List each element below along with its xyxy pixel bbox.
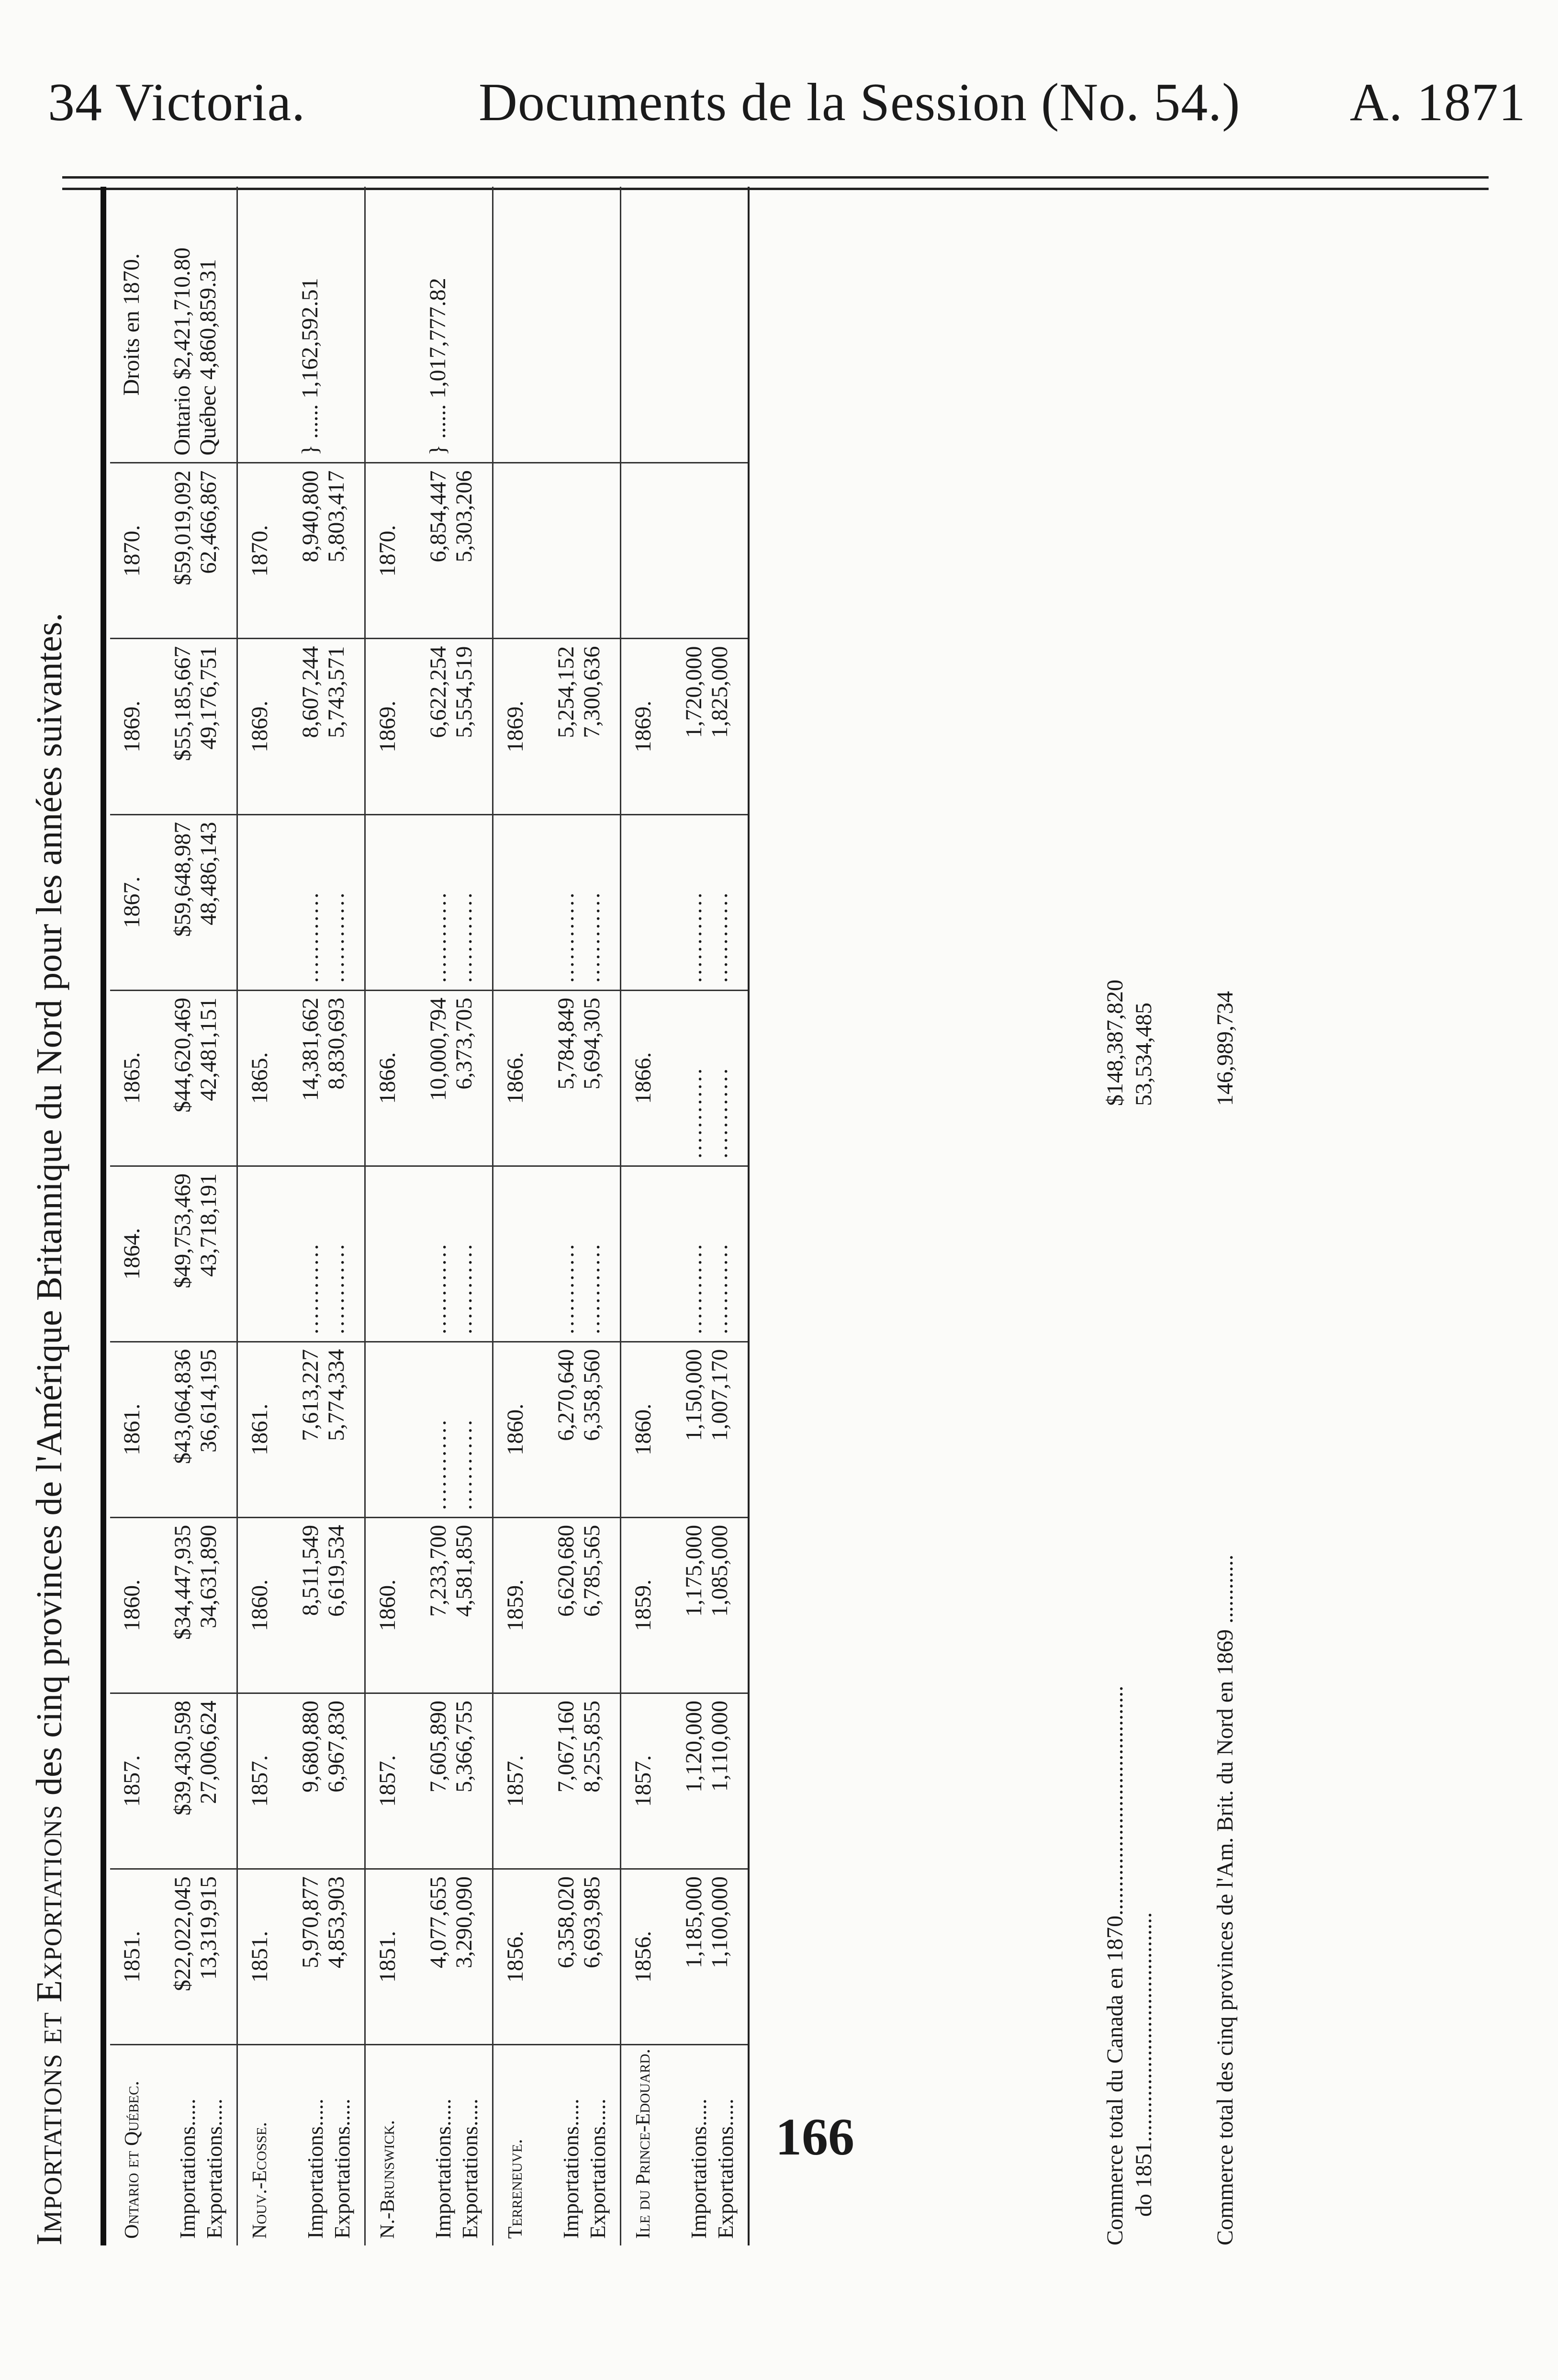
exports-value: 8,255,855 [579, 1700, 605, 1793]
province-label-cell [493, 2045, 621, 2246]
year-heading: 1869. [247, 700, 272, 753]
row-label: Exportations..... [713, 2098, 738, 2239]
year-heading [247, 1173, 273, 1334]
exports-value: ............ [324, 891, 349, 983]
value-cell [365, 1342, 493, 1517]
duty-value: Québec 4,860,859.31 [195, 259, 221, 456]
imports-value: 9,680,880 [298, 1700, 323, 1793]
imports-value: ............ [681, 1242, 706, 1334]
year-heading: 1867. [119, 876, 145, 928]
province-label-cell [237, 2045, 365, 2246]
year-heading: 1869. [503, 700, 528, 753]
province-section [493, 187, 621, 2245]
year-heading: 1861. [247, 1403, 272, 1455]
province-name: Nouv.-Ecosse. [249, 2121, 271, 2239]
imports-value: 1,150,000 [681, 1349, 706, 1441]
value-cell [493, 1166, 621, 1342]
year-heading: 1861. [119, 1403, 145, 1455]
duty-spacer [502, 193, 528, 455]
value-cell [493, 1869, 621, 2044]
exports-value: 1,825,000 [707, 646, 732, 738]
imports-value: 8,940,800 [298, 470, 323, 563]
value-cell [365, 990, 493, 1166]
exports-value: 6,373,705 [451, 997, 477, 1090]
total-label: Commerce total du Canada en 1870........................................ [1102, 1685, 1128, 2245]
province-name: Terreneuve. [504, 2139, 527, 2239]
row-label: Importations..... [686, 2098, 711, 2239]
imports-value: 6,622,254 [426, 646, 451, 738]
province-section [621, 187, 749, 2245]
imports-value: $34,447,935 [170, 1524, 195, 1640]
year-heading [630, 470, 656, 631]
exports-value: 8,830,693 [324, 997, 349, 1090]
total-value: $148,387,820 [1102, 980, 1128, 1106]
exports-value: ............ [707, 1066, 732, 1159]
imports-value: $49,753,469 [170, 1173, 195, 1288]
total-row [1211, 187, 1240, 2245]
value-cell [493, 1693, 621, 1869]
exports-value: 13,319,915 [196, 1876, 221, 1980]
duty-spacer [247, 193, 272, 455]
total-label: Commerce total des cinq provinces de l'Am. Brit. du Nord en 1869 ............ [1212, 1554, 1238, 2245]
exports-value: 5,366,755 [451, 1700, 477, 1793]
value-cell [365, 814, 493, 990]
year-heading: 1857. [503, 1755, 528, 1807]
exports-value: 1,007,170 [707, 1349, 732, 1441]
total-label: do 1851........................................ [1131, 1912, 1156, 2217]
exports-value: 34,631,890 [196, 1524, 221, 1628]
year-heading: 1857. [375, 1755, 400, 1807]
year-heading: 1869. [375, 700, 400, 753]
imports-value: ............ [553, 1242, 579, 1334]
imports-value: 5,784,849 [553, 997, 579, 1090]
exports-value: 3,290,090 [451, 1876, 477, 1968]
row-label: Importations..... [559, 2098, 583, 2239]
value-cell [110, 639, 237, 814]
year-heading [630, 1173, 656, 1334]
value-cell [110, 463, 237, 639]
exports-value: 5,554,519 [451, 646, 477, 738]
year-heading [630, 822, 656, 983]
exports-value: 4,853,903 [324, 1876, 349, 1968]
year-heading: 1851. [375, 1930, 400, 1983]
imports-value: 1,175,000 [681, 1524, 706, 1617]
value-cell [237, 639, 365, 814]
duty-spacer [630, 193, 656, 455]
province-section [365, 187, 493, 2245]
value-cell [110, 1517, 237, 1693]
total-value: 53,534,485 [1131, 1003, 1156, 1106]
year-heading [502, 470, 528, 631]
value-cell [493, 639, 621, 814]
exports-value: 6,967,830 [324, 1700, 349, 1793]
year-heading: 1857. [119, 1755, 145, 1807]
value-cell [621, 1693, 749, 1869]
value-cell [621, 1517, 749, 1693]
header-rule [62, 176, 1489, 179]
exports-value: ............ [451, 1242, 477, 1334]
year-heading: 1856. [503, 1930, 528, 1983]
exports-value: 5,803,417 [324, 470, 349, 563]
year-heading: 1859. [503, 1579, 528, 1631]
value-cell [365, 1517, 493, 1693]
year-heading: 1851. [119, 1930, 145, 1983]
table-title-lead: Importations et Exportations [29, 1805, 69, 2245]
imports-value: 6,620,680 [553, 1524, 579, 1617]
value-cell [621, 990, 749, 1166]
value-cell [237, 990, 365, 1166]
exports-value: ............ [707, 1242, 732, 1334]
year-heading: 1860. [375, 1579, 400, 1631]
imports-value: 5,970,877 [298, 1876, 323, 1968]
imports-value: $59,019,092 [170, 470, 195, 586]
exports-value: 6,619,534 [324, 1524, 349, 1617]
year-heading: 1869. [119, 700, 145, 753]
imports-value: ............ [681, 1066, 706, 1159]
value-cell [365, 639, 493, 814]
year-heading: 1860. [119, 1579, 145, 1631]
exports-value: 5,774,334 [324, 1349, 349, 1441]
value-cell [493, 1517, 621, 1693]
exports-value: 43,718,191 [196, 1173, 221, 1277]
total-row [1130, 187, 1158, 2245]
province-label-cell [365, 2045, 493, 2246]
imports-value: 8,607,244 [298, 646, 323, 738]
value-cell [237, 463, 365, 639]
imports-value: $55,185,667 [170, 646, 195, 761]
year-heading: 1866. [630, 1052, 656, 1104]
exports-value: ............ [579, 891, 605, 983]
year-heading: 1859. [630, 1579, 656, 1631]
imports-value: 8,511,549 [298, 1524, 323, 1616]
imports-value: ............ [298, 891, 323, 983]
imports-value: 7,613,227 [298, 1349, 323, 1441]
value-cell [110, 814, 237, 990]
imports-value: 6,854,447 [426, 470, 451, 563]
imports-value: $43,064,836 [170, 1349, 195, 1464]
exports-value: ............ [451, 891, 477, 983]
exports-value: 6,358,560 [579, 1349, 605, 1441]
year-heading: 1866. [375, 1052, 400, 1104]
imports-value: ............ [426, 1418, 451, 1510]
year-heading: 1870. [119, 525, 145, 577]
value-cell [110, 1869, 237, 2044]
year-heading: 1851. [247, 1930, 272, 1983]
duty-cell [365, 187, 493, 463]
exports-value: 1,110,000 [707, 1700, 732, 1792]
header-center: Documents de la Session (No. 54.) [479, 73, 1241, 132]
imports-value: 1,120,000 [681, 1700, 706, 1793]
value-cell [110, 1342, 237, 1517]
imports-value: 14,381,662 [298, 997, 323, 1101]
exports-value: 6,693,985 [579, 1876, 605, 1968]
exports-value: 27,006,624 [196, 1700, 221, 1804]
value-cell [493, 814, 621, 990]
value-cell [237, 1517, 365, 1693]
exports-value: 62,466,867 [196, 470, 221, 574]
year-heading: 1856. [630, 1930, 656, 1983]
header-right: A. 1871 [1350, 73, 1526, 132]
imports-value: 1,185,000 [681, 1876, 706, 1968]
total-row [1101, 187, 1130, 2245]
year-heading: 1857. [630, 1755, 656, 1807]
value-cell [110, 990, 237, 1166]
row-label: Importations..... [431, 2098, 455, 2239]
year-heading [374, 1173, 401, 1334]
page-number: 166 [775, 2108, 854, 2166]
value-cell [493, 1342, 621, 1517]
year-heading: 1866. [503, 1052, 528, 1104]
row-label: Exportations..... [458, 2098, 482, 2239]
exports-value: ............ [451, 1418, 477, 1510]
imports-value: ............ [553, 891, 579, 983]
province-section [110, 187, 237, 2245]
value-cell [621, 463, 749, 639]
year-heading: 1860. [503, 1403, 528, 1455]
imports-value: ............ [426, 891, 451, 983]
exports-value: 6,785,565 [579, 1524, 605, 1617]
table-title [29, 187, 72, 2245]
exports-value: 1,100,000 [707, 1876, 732, 1968]
imports-value: 10,000,794 [426, 997, 451, 1101]
duty-cell [621, 187, 749, 463]
exports-value: ............ [324, 1242, 349, 1334]
value-cell [110, 1166, 237, 1342]
province-name: N.-Brunswick. [377, 2120, 399, 2239]
row-label: Exportations..... [202, 2098, 226, 2239]
year-heading [247, 822, 273, 983]
duty-value: Ontario $2,421,710.80 [169, 247, 195, 456]
value-cell [493, 463, 621, 639]
exports-value: ............ [579, 1242, 605, 1334]
province-name: Ile du Prince-Edouard. [632, 2049, 654, 2239]
imports-value: 7,233,700 [426, 1524, 451, 1617]
province-section [237, 187, 365, 2245]
province-label-cell [110, 2045, 237, 2246]
year-heading: 1860. [630, 1403, 656, 1455]
row-label: Importations..... [303, 2098, 327, 2239]
imports-value: $22,022,045 [170, 1876, 195, 1991]
header-left: 34 Victoria. [48, 73, 306, 132]
duty-value: } ...... 1,017,777.82 [425, 278, 450, 456]
row-label: Importations..... [175, 2098, 200, 2239]
exports-value: 49,176,751 [196, 646, 221, 750]
row-label: Exportations..... [585, 2098, 610, 2239]
duty-value: } ...... 1,162,592.51 [297, 278, 323, 456]
totals-block [1101, 187, 1240, 2245]
year-heading: 1869. [630, 700, 656, 753]
total-value: 146,989,734 [1212, 991, 1238, 1106]
table-title-rest: des cinq provinces de l'Amérique Britannique du Nord pour les années suivantes. [29, 612, 69, 1805]
duty-spacer [374, 193, 400, 455]
province-name: Ontario et Québec. [121, 2081, 143, 2239]
duty-heading: Droits en 1870. [119, 253, 144, 396]
duty-cell [110, 187, 237, 463]
row-label: Exportations..... [330, 2098, 354, 2239]
exports-value: ............ [707, 891, 732, 983]
rotated-table-area [29, 187, 1273, 2245]
exports-value: 5,303,206 [451, 470, 477, 563]
value-cell [237, 1869, 365, 2044]
year-heading: 1864. [119, 1228, 145, 1280]
value-cell [365, 1166, 493, 1342]
value-cell [621, 639, 749, 814]
year-heading: 1860. [247, 1579, 272, 1631]
exports-value: 5,743,571 [324, 646, 349, 738]
exports-value: 48,486,143 [196, 822, 221, 925]
value-cell [237, 814, 365, 990]
imports-value: 7,067,160 [553, 1700, 579, 1793]
year-heading: 1857. [247, 1755, 272, 1807]
imports-value: $44,620,469 [170, 997, 195, 1113]
year-heading: 1865. [119, 1052, 145, 1104]
exports-value: 4,581,850 [451, 1524, 477, 1617]
value-cell [621, 814, 749, 990]
duty-cell [493, 187, 621, 463]
value-cell [365, 1693, 493, 1869]
imports-value: 5,254,152 [553, 646, 579, 738]
imports-value: 7,605,890 [426, 1700, 451, 1793]
value-cell [237, 1693, 365, 1869]
imports-value: 4,077,655 [426, 1876, 451, 1968]
duty-cell [237, 187, 365, 463]
value-cell [621, 1166, 749, 1342]
value-cell [237, 1342, 365, 1517]
imports-value: 6,270,640 [553, 1349, 579, 1441]
imports-value: 1,720,000 [681, 646, 706, 738]
exports-value: 42,481,151 [196, 997, 221, 1101]
trade-table [110, 187, 750, 2245]
year-heading: 1865. [247, 1052, 272, 1104]
exports-value: 5,694,305 [579, 997, 605, 1090]
year-heading [374, 822, 401, 983]
imports-value: $59,648,987 [170, 822, 195, 937]
imports-value: ............ [298, 1242, 323, 1334]
value-cell [621, 1869, 749, 2044]
year-heading [502, 822, 528, 983]
province-label-cell [621, 2045, 749, 2246]
value-cell [493, 990, 621, 1166]
exports-value: 36,614,195 [196, 1349, 221, 1453]
year-heading [374, 1349, 401, 1510]
value-cell [365, 463, 493, 639]
exports-value: 1,085,000 [707, 1524, 732, 1617]
value-cell [365, 1869, 493, 2044]
year-heading [502, 1173, 528, 1334]
imports-value: ............ [681, 891, 706, 983]
value-cell [621, 1342, 749, 1517]
value-cell [237, 1166, 365, 1342]
imports-value: $39,430,598 [170, 1700, 195, 1816]
year-heading: 1870. [375, 525, 400, 577]
exports-value: 7,300,636 [579, 646, 605, 738]
imports-value: ............ [426, 1242, 451, 1334]
year-heading: 1870. [247, 525, 272, 577]
value-cell [110, 1693, 237, 1869]
imports-value: 6,358,020 [553, 1876, 579, 1968]
table-body [110, 187, 749, 2245]
